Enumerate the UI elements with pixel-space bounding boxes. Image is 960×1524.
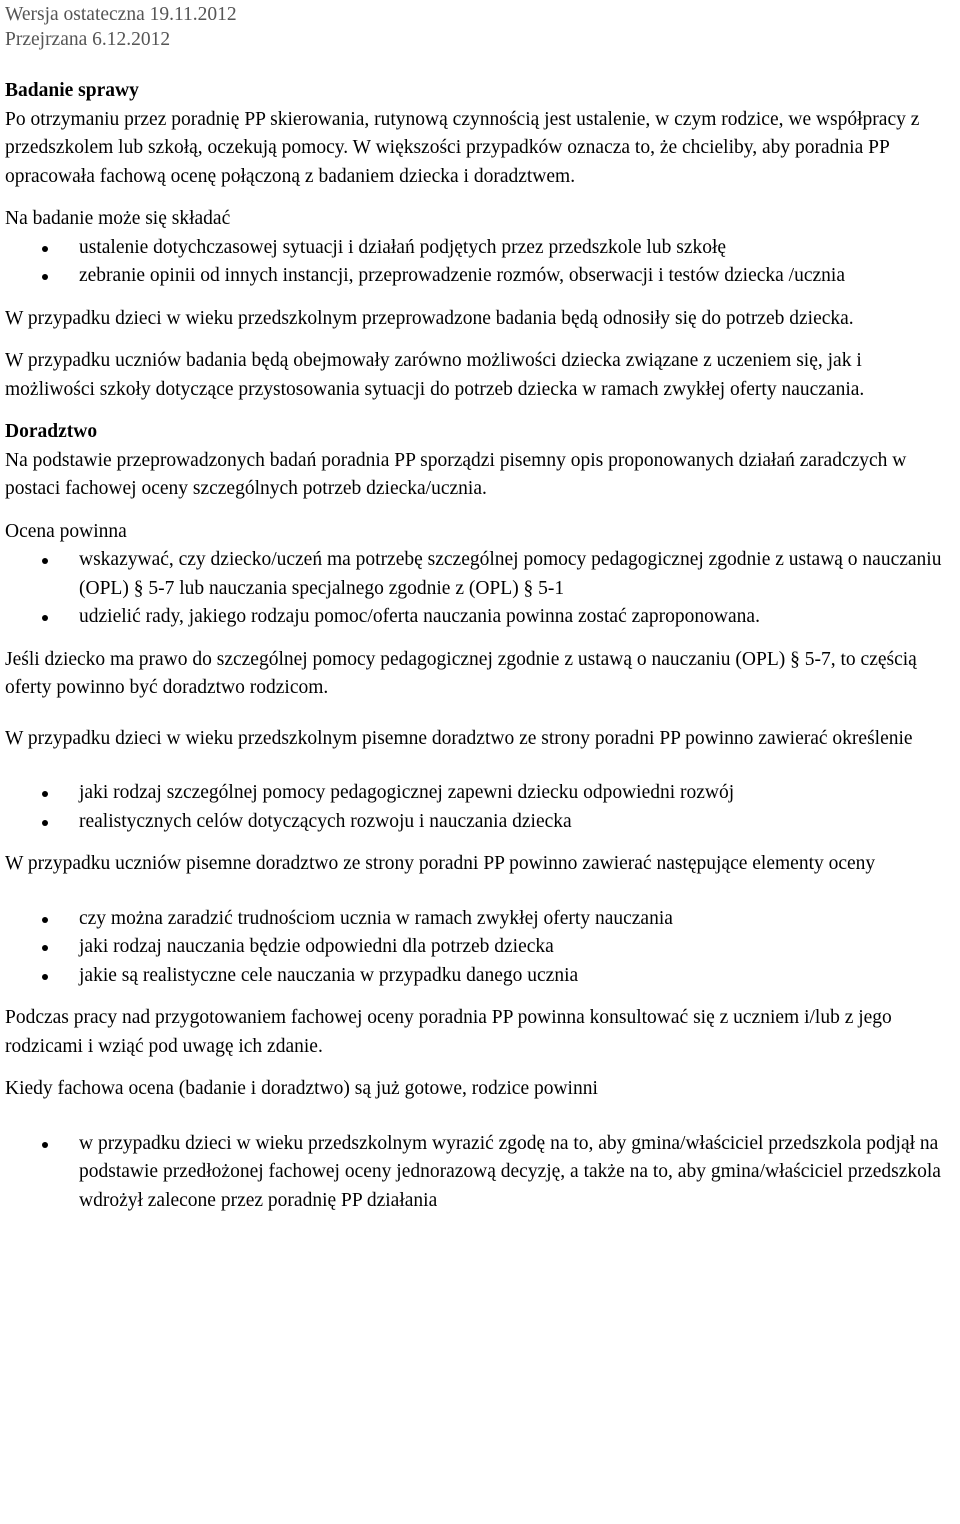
list-item: zebranie opinii od innych instancji, przeprowadzenie rozmów, obserwacji i testów dziecka /ucznia — [5, 262, 954, 291]
list-item: ustalenie dotychczasowej sytuacji i działań podjętych przez przedszkole lub szkołę — [5, 234, 954, 263]
paragraph-pupils-advice: W przypadku uczniów pisemne doradztwo ze strony poradni PP powinno zawierać następujące elementy oceny — [5, 853, 876, 874]
paragraph-pupils: W przypadku uczniów badania będą obejmowały zarówno możliwości dziecka związane z uczeniem się, jak i możliwości szkoły dotyczące przystosowania sytuacji do potrzeb dziecka w ramach zwykłej oferty nauczania. — [5, 350, 865, 400]
list-item: jaki rodzaj szczególnej pomocy pedagogicznej zapewni dziecku odpowiedni rozwój — [5, 779, 954, 808]
bullet-list-badanie — [5, 234, 954, 291]
list-item: w przypadku dzieci w wieku przedszkolnym wyrazić zgodę na to, aby gmina/właściciel przedszkola podjął na podstawie przedłożonej fachowej oceny jednorazową decyzję, a także na to, aby gmina/właściciel przedszkola wdrożył zalecone przez poradnię PP działania — [5, 1130, 954, 1216]
section-heading-doradztwo: Doradztwo — [5, 421, 98, 442]
paragraph-consult: Podczas pracy nad przygotowaniem fachowej oceny poradnia PP powinna konsultować się z uczniem i/lub z jego rodzicami i wziąć pod uwagę ich zdanie. — [5, 1007, 892, 1057]
bullet-list-ocena — [5, 546, 954, 632]
paragraph-preschool: W przypadku dzieci w wieku przedszkolnym przeprowadzone badania będą odnosiły się do potrzeb dziecka. — [5, 307, 854, 329]
paragraph-badanie: Po otrzymaniu przez poradnię PP skierowania, rutynową czynnością jest ustalenie, w czym rodzice, we współpracy z przedszkolem lub szkołą, oczekują pomocy. W większości przypadków oznacza to, że chcieliby, aby poradnia PP opracowała fachową ocenę połączoną z badaniem dziecka i doradztwem. — [5, 108, 920, 187]
paragraph-badanie-intro: Na badanie może się składać — [5, 208, 231, 229]
version-line: Wersja ostateczna 19.11.2012 — [5, 4, 237, 25]
list-item: jakie są realistyczne cele nauczania w przypadku danego ucznia — [5, 962, 954, 991]
paragraph-right: Jeśli dziecko ma prawo do szczególnej pomocy pedagogicznej zgodnie z ustawą o nauczaniu (OPL) § 5-7, to częścią oferty powinno być doradztwo rodzicom. — [5, 648, 917, 698]
section-heading-badanie: Badanie sprawy — [5, 80, 139, 101]
bullet-list-ready — [5, 1130, 954, 1216]
list-item: udzielić rady, jakiego rodzaju pomoc/oferta nauczania powinna zostać zaproponowana. — [5, 603, 954, 632]
list-item: wskazywać, czy dziecko/uczeń ma potrzebę szczególnej pomocy pedagogicznej zgodnie z ustawą o nauczaniu (OPL) § 5-7 lub nauczania specjalnego zgodnie z (OPL) § 5-1 — [5, 546, 954, 603]
list-item: jaki rodzaj nauczania będzie odpowiedni dla potrzeb dziecka — [5, 933, 954, 962]
bullet-list-pupils-advice — [5, 905, 954, 991]
paragraph-ready-intro: Kiedy fachowa ocena (badanie i doradztwo) są już gotowe, rodzice powinni — [5, 1078, 598, 1099]
list-item: realistycznych celów dotyczących rozwoju i nauczania dziecka — [5, 808, 954, 837]
paragraph-preschool-advice: W przypadku dzieci w wieku przedszkolnym pisemne doradztwo ze strony poradni PP powinno zawierać określenie — [5, 727, 913, 749]
reviewed-line: Przejrzana 6.12.2012 — [5, 29, 171, 50]
list-item: czy można zaradzić trudnościom ucznia w ramach zwykłej oferty nauczania — [5, 905, 954, 934]
paragraph-ocena-intro: Ocena powinna — [5, 520, 127, 542]
paragraph-doradztwo: Na podstawie przeprowadzonych badań poradnia PP sporządzi pisemny opis proponowanych działań zaradczych w postaci fachowej oceny szczególnych potrzeb dziecka/ucznia. — [5, 449, 907, 499]
bullet-list-preschool-advice — [5, 779, 954, 836]
